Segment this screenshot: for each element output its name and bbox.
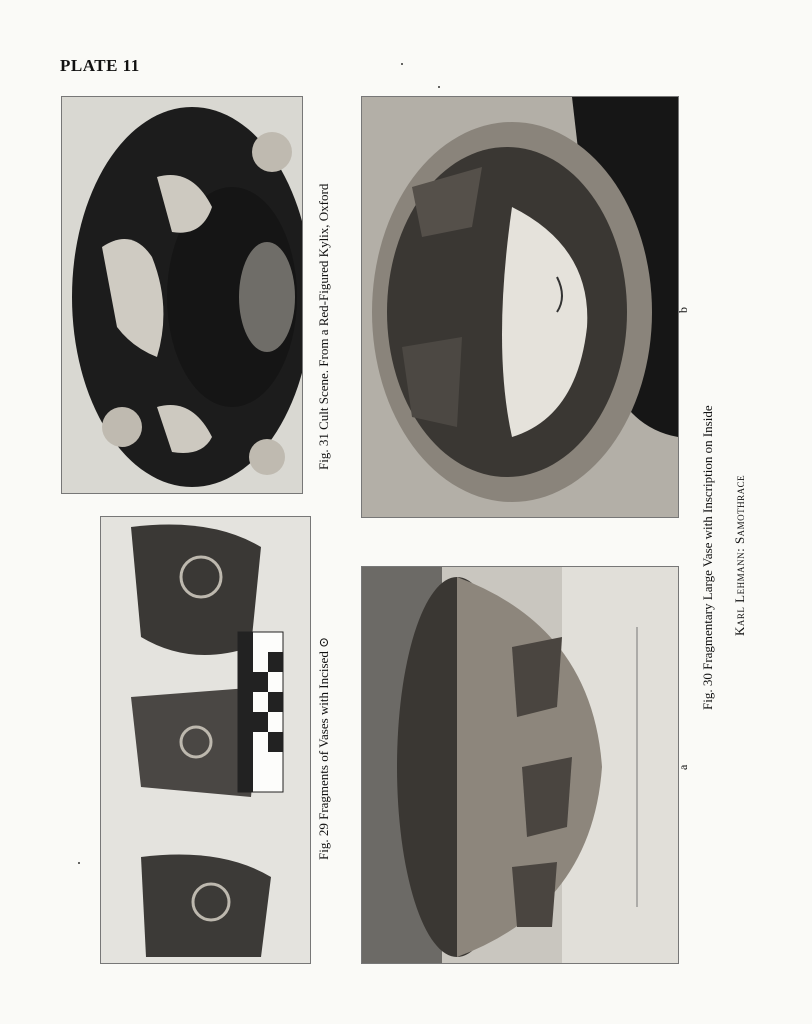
fig30b-label: b	[676, 307, 690, 313]
fig31-photo-kylix	[61, 96, 303, 494]
fig30-caption: Fig. 30 Fragmentary Large Vase with Inscription on Inside	[700, 405, 715, 710]
print-speck	[438, 86, 440, 88]
fig30a-label: a	[676, 764, 690, 770]
credit-title: Samothrace	[732, 474, 747, 545]
fig30b-photo-vase	[361, 96, 679, 518]
print-speck	[78, 862, 80, 864]
credit-author: Karl Lehmann	[732, 551, 747, 636]
fig30a-photo-vase	[361, 566, 679, 964]
fig29-caption: Fig. 29 Fragments of Vases with Incised ⊙	[316, 637, 331, 860]
credit-separator: :	[732, 544, 747, 552]
fig31-caption: Fig. 31 Cult Scene. From a Red-Figured Kylix, Oxford	[316, 183, 331, 470]
print-speck	[401, 63, 403, 65]
plate-label: PLATE 11	[60, 56, 140, 75]
author-credit	[732, 475, 748, 636]
fig29-photo-fragments	[100, 516, 311, 964]
